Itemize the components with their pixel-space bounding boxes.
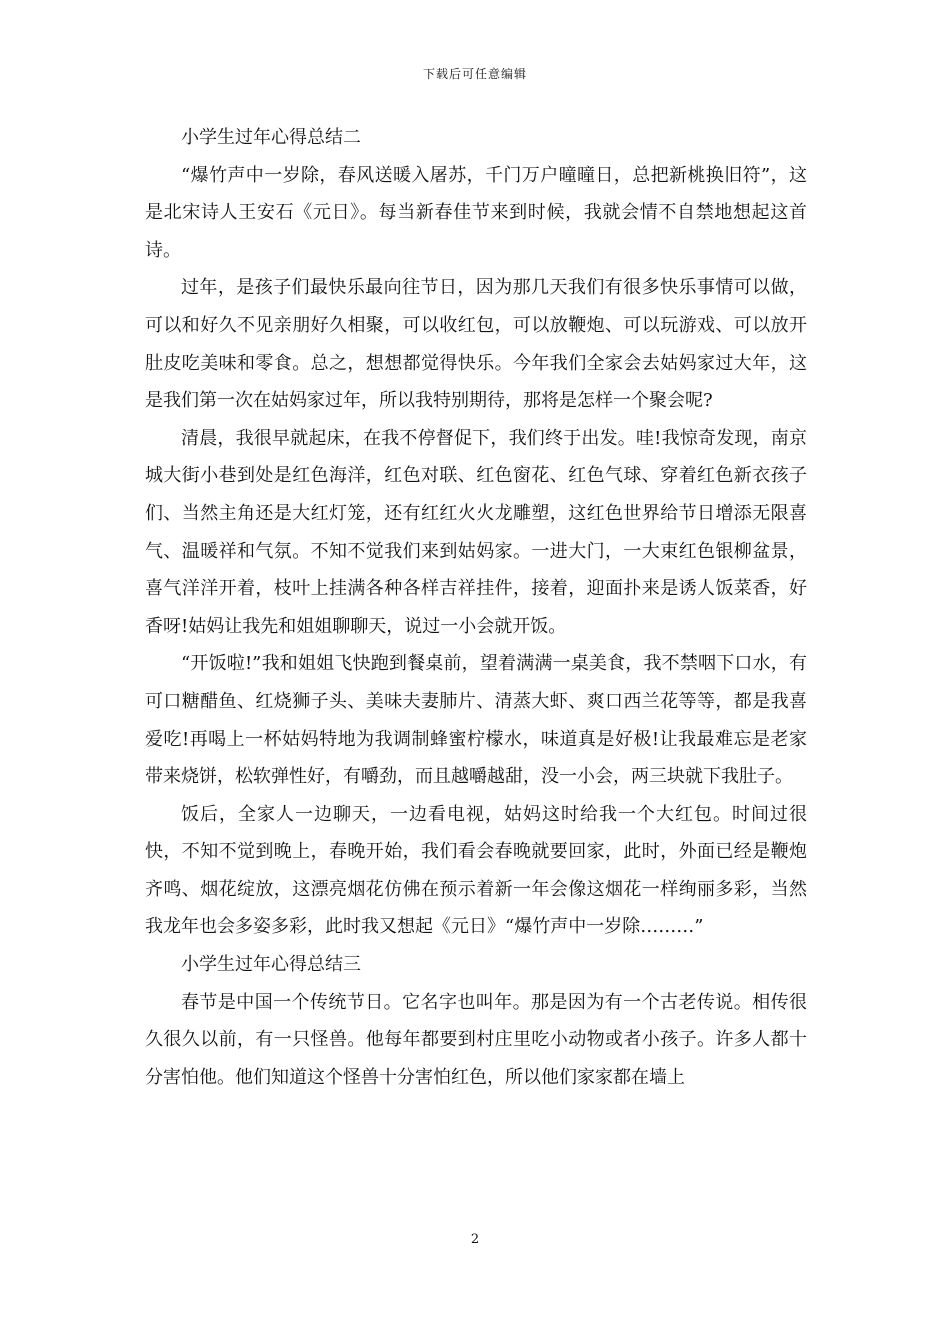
- paragraph: 饭后，全家人一边聊天，一边看电视，姑妈这时给我一个大红包。时间过很快，不知不觉到晚上，春晚开始，我们看会春晚就要回家，此时，外面已经是鞭炮齐鸣、烟花绽放，这漂亮烟花仿佛在预示着新一年会像这烟花一样绚丽多彩，当然我龙年也会多姿多彩，此时我又想起《元日》“爆竹声中一岁除………”: [145, 803, 807, 938]
- section-heading-2: 小学生过年心得总结二: [181, 127, 361, 148]
- paragraph: 春节是中国一个传统节日。它名字也叫年。那是因为有一个古老传说。相传很久很久以前，有一只怪兽。他每年都要到村庄里吃小动物或者小孩子。许多人都十分害怕他。他们知道这个怪兽十分害怕红色，所以他们家家都在墙上: [145, 991, 807, 1088]
- document-body: [145, 119, 807, 1096]
- paragraph: 过年，是孩子们最快乐最向往节日，因为那几天我们有很多快乐事情可以做，可以和好久不见亲朋好久相聚，可以收红包，可以放鞭炮、可以玩游戏、可以放开肚皮吃美味和零食。总之，想想都觉得快乐。今年我们全家会去姑妈家过大年，这是我们第一次在姑妈家过年，所以我特别期待，那将是怎样一个聚会呢?: [145, 277, 807, 412]
- page-number: 2: [470, 1232, 480, 1247]
- paragraph: “开饭啦!”我和姐姐飞快跑到餐桌前，望着满满一桌美食，我不禁咽下口水，有可口糖醋鱼、红烧狮子头、美味夫妻肺片、清蒸大虾、爽口西兰花等等，都是我喜爱吃!再喝上一杯姑妈特地为我调制蜂蜜柠檬水，味道真是好极!让我最难忘是老家带来烧饼，松软弹性好，有嚼劲，而且越嚼越甜，没一小会，两三块就下我肚子。: [145, 653, 807, 788]
- page-header: 下载后可任意编辑: [422, 67, 527, 81]
- paragraph: “爆竹声中一岁除，春风送暖入屠苏，千门万户曈曈日，总把新桃换旧符”，这是北宋诗人王安石《元日》。每当新春佳节来到时候，我就会情不自禁地想起这首诗。: [145, 164, 807, 261]
- section-heading-3: 小学生过年心得总结三: [181, 954, 361, 976]
- paragraph: 清晨，我很早就起床，在我不停督促下，我们终于出发。哇!我惊奇发现，南京城大街小巷到处是红色海洋，红色对联、红色窗花、红色气球、穿着红色新衣孩子们、当然主角还是大红灯笼，还有红红火火龙雕塑，这红色世界给节日增添无限喜气、温暖祥和气氛。不知不觉我们来到姑妈家。一进大门，一大束红色银柳盆景，喜气洋洋开着，枝叶上挂满各种各样吉祥挂件，接着，迎面扑来是诱人饭菜香，好香呀!姑妈让我先和姐姐聊聊天，说过一小会就开饭。: [145, 427, 807, 637]
